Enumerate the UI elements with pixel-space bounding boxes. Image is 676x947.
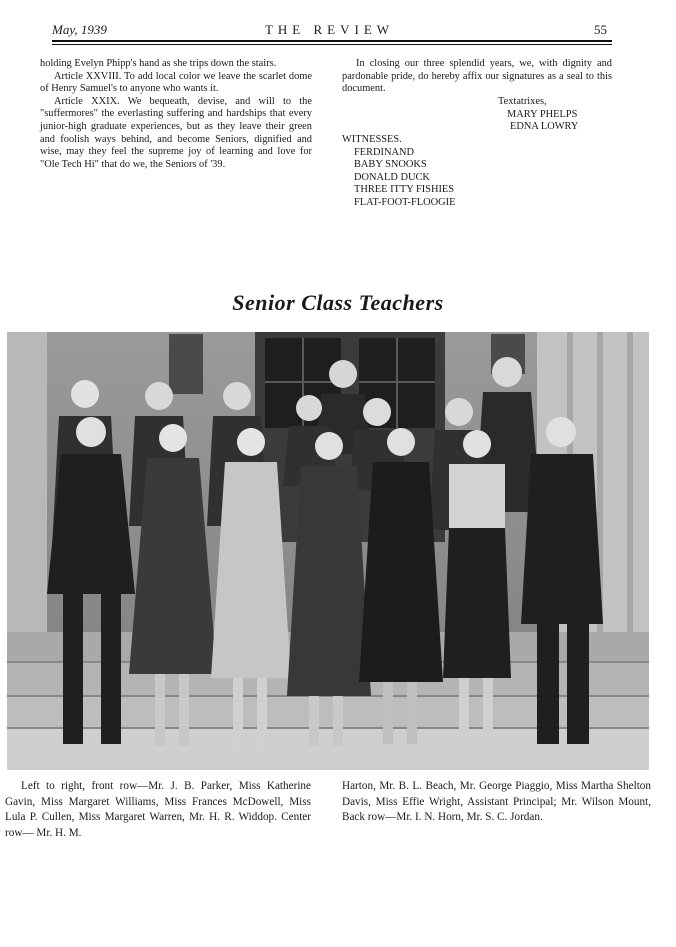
signed-label: Textatrixes, <box>498 96 547 107</box>
witnesses-label: WITNESSES. <box>342 134 402 145</box>
section-heading: Senior Class Teachers <box>232 290 444 315</box>
paragraph: Article XXVIII. To add local color we leave the scarlet dome of Henry Samuel's to anyone who wants it. <box>40 70 312 95</box>
group-photo-illustration <box>7 332 649 770</box>
witness-name: DONALD DUCK <box>354 171 430 183</box>
witness-name: THREE ITTY FISHIES <box>354 184 455 196</box>
caption-right <box>342 779 651 826</box>
header-date: May, 1939 <box>52 22 107 37</box>
witness-name: FLAT-FOOT-FLOOGIE <box>354 196 456 208</box>
witness-name: BABY SNOOKS <box>354 159 427 171</box>
page-header <box>52 22 607 38</box>
left-text-column <box>40 58 312 171</box>
caption-text: Harton, Mr. B. L. Beach, Mr. George Piaggio, Miss Martha Shelton Davis, Miss Effie Wright, Assistant Principal; Mr. Wilson Mount, Back row—Mr. I. N. Horn, Mr. S. C. Jordan. <box>342 780 651 824</box>
caption-left <box>5 779 311 842</box>
closing-paragraph: In closing our three splendid years, we, with dignity and pardonable pride, do hereby affix our signatures as a seal to this document. <box>342 58 612 95</box>
header-title: THE REVIEW <box>264 22 395 37</box>
signer-name: EDNA LOWRY <box>510 121 579 132</box>
header-rule-thin <box>52 44 612 45</box>
paragraph: Article XXIX. We bequeath, devise, and will to the "suffermores" the everlasting suffering and hardships that every junior-high graduate experiences, but as they leave their green and foolish ways behind, and become Seniors, dignified and wise, may they feel the supreme joy of learning and love for "Ole Tech Hi" that do we, the Seniors of '39. <box>40 95 312 170</box>
header-rule <box>52 40 612 42</box>
caption-text: Left to right, front row—Mr. J. B. Parker, Miss Katherine Gavin, Miss Margaret Williams, Miss Frances McDowell, Miss Lula P. Cullen, Miss Margaret Warren, Mr. H. R. Widdop. Center row— Mr. H. M. <box>5 780 311 840</box>
group-photo <box>7 332 649 770</box>
signer-name: MARY PHELPS <box>507 109 578 120</box>
right-text-column <box>342 58 612 96</box>
witness-name: FERDINAND <box>354 146 415 158</box>
paragraph: holding Evelyn Phipp's hand as she trips down the stairs. <box>40 58 277 69</box>
page-number: 55 <box>594 22 607 37</box>
witnesses-block <box>342 134 455 210</box>
